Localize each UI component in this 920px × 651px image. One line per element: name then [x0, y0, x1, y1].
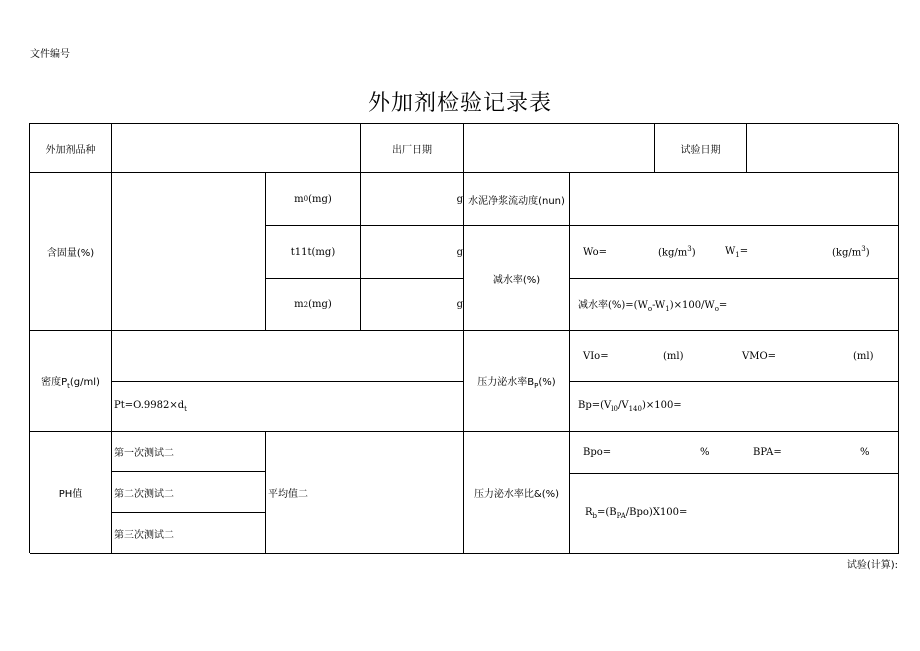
- bleeding-inputs[interactable]: VIo= (ml) VMO= (ml): [570, 331, 899, 382]
- product-label: 外加剂品种: [30, 124, 112, 173]
- density-value[interactable]: [112, 331, 464, 382]
- fluidity-value[interactable]: [570, 173, 899, 226]
- file-number-label: 文件编号: [30, 49, 70, 60]
- water-reduction-label: 减水率(%): [464, 226, 570, 331]
- density-label: 密度$P_t(g/ml)$: [30, 331, 112, 432]
- water-reduction-inputs[interactable]: Wo= $(kg/m^3)$ $W_1=$ $(kg/m^3)$: [570, 226, 899, 279]
- bleed-ratio-label: 压力泌水率比&(%): [464, 432, 570, 554]
- density-formula: $Pt=O.9982\times d_t$: [112, 382, 464, 432]
- record-table: [29, 123, 898, 553]
- ph-test-1[interactable]: 第一次测试二: [112, 432, 266, 472]
- bleed-ratio-inputs[interactable]: Bpo= % BPA= %: [570, 432, 899, 474]
- fluidity-label: 水泥净浆流动度(nun): [464, 173, 570, 226]
- m1-label: t11t(mg): [266, 226, 361, 279]
- bleeding-label: 压力泌水率$B_P(\%)$: [464, 331, 570, 432]
- m0-value[interactable]: g: [361, 173, 464, 226]
- page-title: 外加剂检验记录表: [367, 91, 552, 116]
- bleeding-formula: $Bp=(V_{l0}/V_{140})\times 100=$: [570, 382, 899, 432]
- tester-signature-label: 试验(计算):: [846, 560, 898, 571]
- solids-label: 含固量(%): [30, 173, 112, 331]
- ph-test-2[interactable]: 第二次测试二: [112, 472, 266, 513]
- solids-value[interactable]: [112, 173, 266, 331]
- test-date-label: 试验日期: [655, 124, 747, 173]
- ph-label: PH值: [30, 432, 112, 554]
- ph-test-3[interactable]: 第三次测试二: [112, 513, 266, 554]
- m0-label: m 0 (mg): [266, 173, 361, 226]
- ph-average[interactable]: 平均值二: [266, 432, 464, 554]
- factory-date-value[interactable]: [464, 124, 655, 173]
- m1-value[interactable]: g: [361, 226, 464, 279]
- water-reduction-formula: 减水率$(\%)=(W_o-W_1)\times 100/W_o=$: [570, 279, 899, 331]
- factory-date-label: 出厂日期: [361, 124, 464, 173]
- bleed-ratio-formula: $R_b=(B_{PA}/Bpo)X100=$: [570, 474, 899, 554]
- m2-label: m 2 (mg): [266, 279, 361, 331]
- product-value[interactable]: [112, 124, 361, 173]
- m2-value[interactable]: g: [361, 279, 464, 331]
- test-date-value[interactable]: [747, 124, 899, 173]
